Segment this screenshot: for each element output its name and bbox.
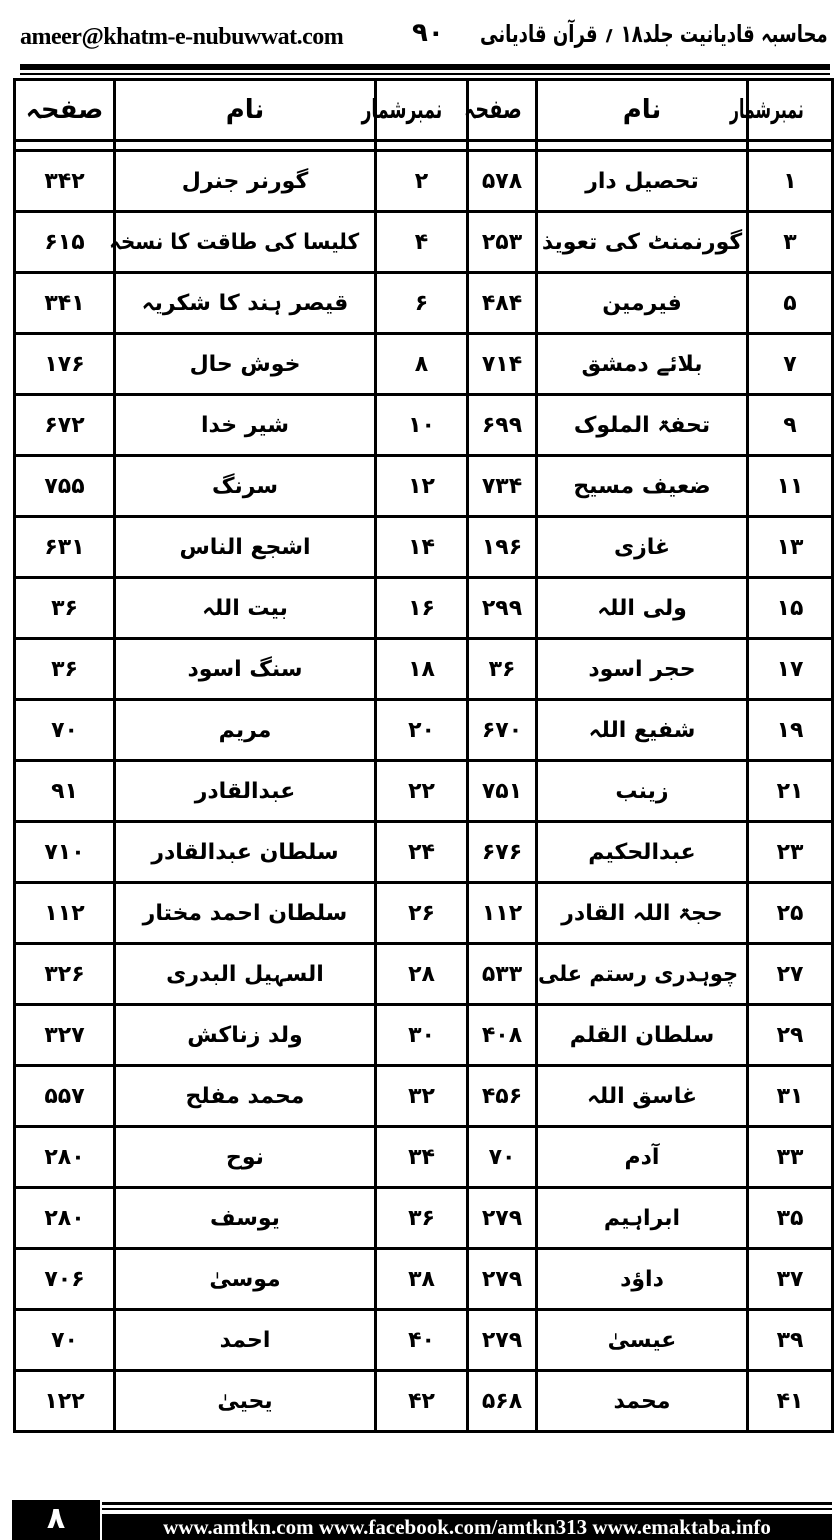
cell-name — [115, 1249, 376, 1310]
cell-name — [537, 883, 748, 944]
cell-serial-number — [376, 700, 468, 761]
cell-serial-number-text: ۱۱ — [776, 473, 804, 499]
cell-name-text: سنگ اسود — [187, 656, 303, 682]
cell-name-text: داؤد — [620, 1266, 664, 1292]
cell-page-number-text: ۳۶ — [488, 656, 516, 682]
cell-name-text: مریم — [218, 717, 272, 743]
cell-page-number-text: ۲۷۹ — [481, 1205, 523, 1231]
cell-serial-number-text: ۱ — [783, 168, 797, 194]
table-row — [15, 151, 833, 212]
cell-page-number — [15, 395, 115, 456]
cell-page-number-text: ۷۵۵ — [44, 473, 85, 499]
cell-page-number-text: ۵۵۷ — [44, 1083, 85, 1109]
cell-name — [537, 273, 748, 334]
cell-name — [537, 517, 748, 578]
header-name-label: نام — [225, 95, 265, 125]
cell-serial-number-text: ۱۵ — [776, 595, 804, 621]
cell-name-text: ابراہیم — [603, 1205, 681, 1231]
cell-page-number — [468, 334, 537, 395]
cell-serial-number-text: ۵ — [783, 290, 797, 316]
cell-serial-number — [376, 639, 468, 700]
cell-page-number-text: ۶۱۵ — [44, 229, 85, 255]
cell-serial-number — [376, 334, 468, 395]
cell-name-text: حجر اسود — [588, 656, 696, 682]
cell-page-number-text: ۵۳۳ — [481, 961, 523, 987]
cell-serial-number-text: ۱۶ — [408, 595, 435, 621]
cell-serial-number-text: ۱۹ — [776, 717, 804, 743]
cell-serial-number — [376, 1249, 468, 1310]
cell-serial-number-text: ۲ — [414, 168, 429, 194]
footer-links-bar — [102, 1514, 832, 1540]
cell-page-number-text: ۲۸۰ — [44, 1144, 85, 1170]
cell-name — [537, 639, 748, 700]
cell-serial-number — [748, 883, 833, 944]
cell-serial-number-text: ۲۰ — [408, 717, 435, 743]
cell-name-text: آدم — [624, 1144, 660, 1170]
table-row — [15, 334, 833, 395]
cell-page-number-text: ۱۷۶ — [44, 351, 85, 377]
cell-serial-number-text: ۴۲ — [408, 1388, 435, 1414]
table-row — [15, 761, 833, 822]
header-email: ameer@khatm-e-nubuwwat.com — [20, 24, 344, 50]
cell-page-number-text: ۶۷۶ — [481, 839, 523, 865]
cell-name-text: بلائے دمشق — [581, 351, 703, 377]
cell-name — [115, 761, 376, 822]
cell-name-text: گورنمنٹ کی تعویذ — [541, 229, 743, 255]
cell-page-number — [468, 151, 537, 212]
cell-page-number — [15, 151, 115, 212]
cell-page-number — [15, 1249, 115, 1310]
cell-serial-number-text: ۶ — [414, 290, 429, 316]
cell-page-number — [468, 761, 537, 822]
cell-name — [537, 395, 748, 456]
cell-serial-number-text: ۱۷ — [776, 656, 804, 682]
book-title-box — [478, 20, 828, 60]
cell-name-text: شیر خدا — [200, 412, 290, 438]
cell-serial-number — [748, 334, 833, 395]
cell-name — [537, 822, 748, 883]
table-row — [15, 700, 833, 761]
cell-name-text: حجۃ اللہ القادر — [561, 900, 723, 926]
cell-name — [115, 639, 376, 700]
cell-serial-number-text: ۴۱ — [776, 1388, 804, 1414]
table-row — [15, 578, 833, 639]
cell-page-number — [15, 883, 115, 944]
cell-page-number — [468, 1249, 537, 1310]
header-serial-label: نمبرشمار — [361, 95, 443, 125]
cell-serial-number-text: ۳۶ — [408, 1205, 435, 1231]
cell-name-text: سلطان احمد مختار — [142, 900, 348, 926]
cell-name-text: عبدالقادر — [194, 778, 296, 804]
cell-serial-number-text: ۳۲ — [408, 1083, 435, 1109]
cell-name — [115, 273, 376, 334]
cell-name-text: ضعیف مسیح — [573, 473, 711, 499]
header-rule-thin — [20, 73, 830, 75]
cell-serial-number — [376, 517, 468, 578]
cell-page-number-text: ۶۷۲ — [44, 412, 85, 438]
cell-name — [537, 151, 748, 212]
cell-page-number — [468, 883, 537, 944]
cell-name-text: کلیسا کی طاقت کا نسخہ — [108, 229, 359, 255]
cell-page-number — [468, 1005, 537, 1066]
cell-name-text: یحییٰ — [217, 1388, 273, 1414]
cell-page-number-text: ۳۲۶ — [44, 961, 85, 987]
cell-serial-number-text: ۳ — [783, 229, 797, 255]
cell-serial-number — [748, 1127, 833, 1188]
cell-page-number — [468, 273, 537, 334]
cell-page-number — [15, 1310, 115, 1371]
cell-page-number — [468, 700, 537, 761]
cell-page-number — [15, 1005, 115, 1066]
cell-page-number — [468, 944, 537, 1005]
cell-page-number-text: ۴۵۶ — [481, 1083, 523, 1109]
cell-serial-number — [748, 1005, 833, 1066]
footer-links: www.amtkn.com www.facebook.com/amtkn313 www.emaktaba.info — [163, 1515, 771, 1539]
cell-name — [537, 1066, 748, 1127]
cell-name-text: محمد — [613, 1388, 671, 1414]
cell-page-number-text: ۱۱۲ — [481, 900, 523, 926]
cell-name — [537, 944, 748, 1005]
cell-serial-number — [748, 517, 833, 578]
cell-name-text: غاسق اللہ — [586, 1083, 698, 1109]
cell-page-number-text: ۴۸۴ — [481, 290, 523, 316]
cell-serial-number-text: ۴۰ — [408, 1327, 435, 1353]
cell-name — [115, 944, 376, 1005]
cell-serial-number — [376, 578, 468, 639]
cell-page-number-text: ۴۰۸ — [481, 1022, 523, 1048]
cell-serial-number — [748, 1371, 833, 1432]
cell-name — [537, 1127, 748, 1188]
cell-name-text: احمد — [219, 1327, 271, 1353]
cell-name — [537, 1249, 748, 1310]
header-page-label: صفحہ — [25, 95, 104, 125]
cell-serial-number — [748, 822, 833, 883]
cell-name — [115, 1188, 376, 1249]
cell-serial-number — [748, 212, 833, 273]
cell-page-number — [15, 273, 115, 334]
table-row — [15, 1371, 833, 1432]
cell-serial-number — [376, 151, 468, 212]
cell-serial-number — [376, 273, 468, 334]
cell-serial-number-text: ۲۵ — [776, 900, 804, 926]
cell-name — [115, 822, 376, 883]
header-page — [464, 80, 537, 141]
cell-name — [115, 1310, 376, 1371]
cell-serial-number-text: ۲۱ — [776, 778, 804, 804]
cell-page-number-text: ۶۷۰ — [481, 717, 523, 743]
cell-serial-number — [376, 1188, 468, 1249]
cell-name-text: زینب — [615, 778, 669, 804]
cell-page-number-text: ۷۱۴ — [481, 351, 523, 377]
cell-page-number — [468, 395, 537, 456]
page-number: ۹۰ — [412, 18, 444, 48]
cell-page-number — [468, 456, 537, 517]
cell-name-text: تحصیل دار — [585, 168, 699, 194]
cell-page-number — [15, 334, 115, 395]
table-row — [15, 1188, 833, 1249]
cell-serial-number — [376, 395, 468, 456]
cell-serial-number-text: ۳۰ — [408, 1022, 435, 1048]
cell-serial-number — [376, 1371, 468, 1432]
cell-serial-number-text: ۲۶ — [408, 900, 435, 926]
cell-page-number — [468, 1127, 537, 1188]
cell-page-number — [15, 1066, 115, 1127]
cell-name-text: قیصر ہند کا شکریہ — [141, 290, 349, 316]
page-header — [12, 10, 828, 60]
cell-serial-number-text: ۱۸ — [408, 656, 435, 682]
cell-name-text: فیرمین — [602, 290, 682, 316]
cell-name-text: عبدالحکیم — [588, 839, 696, 865]
cell-serial-number — [376, 822, 468, 883]
cell-name — [537, 456, 748, 517]
cell-name — [537, 1005, 748, 1066]
cell-page-number — [15, 822, 115, 883]
cell-name-text: یوسف — [210, 1205, 280, 1231]
cell-serial-number — [376, 1005, 468, 1066]
cell-page-number — [15, 761, 115, 822]
header-spacer-row — [15, 141, 833, 151]
cell-name — [537, 334, 748, 395]
cell-page-number — [468, 639, 537, 700]
cell-name — [115, 1066, 376, 1127]
cell-serial-number — [748, 639, 833, 700]
cell-name-text: شفیع اللہ — [588, 717, 696, 743]
cell-name-text: نوح — [226, 1144, 264, 1170]
cell-name-text: ولی اللہ — [597, 595, 687, 621]
cell-page-number — [15, 517, 115, 578]
cell-serial-number — [748, 456, 833, 517]
cell-serial-number-text: ۱۰ — [408, 412, 435, 438]
cell-name — [115, 334, 376, 395]
cell-serial-number — [748, 761, 833, 822]
table-row — [15, 944, 833, 1005]
cell-name — [537, 212, 748, 273]
cell-page-number-text: ۶۳۱ — [44, 534, 85, 560]
cell-serial-number-text: ۳۵ — [776, 1205, 804, 1231]
cell-serial-number-text: ۲۲ — [408, 778, 435, 804]
cell-page-number-text: ۷۳۴ — [481, 473, 523, 499]
table-row — [15, 883, 833, 944]
cell-serial-number — [748, 578, 833, 639]
header-name-label: نام — [622, 95, 662, 125]
cell-page-number-text: ۷۱۰ — [44, 839, 85, 865]
cell-page-number — [15, 1127, 115, 1188]
cell-page-number — [468, 1188, 537, 1249]
cell-page-number-text: ۷۵۱ — [481, 778, 523, 804]
names-index-table — [13, 78, 834, 1433]
cell-serial-number-text: ۳۱ — [776, 1083, 804, 1109]
header-page — [15, 80, 115, 141]
table-row — [15, 395, 833, 456]
cell-serial-number-text: ۳۳ — [776, 1144, 804, 1170]
cell-page-number-text: ۳۲۷ — [44, 1022, 85, 1048]
cell-name-text: بیت اللہ — [202, 595, 288, 621]
cell-page-number-text: ۱۹۶ — [481, 534, 523, 560]
cell-page-number — [468, 1371, 537, 1432]
cell-serial-number-text: ۲۳ — [776, 839, 804, 865]
cell-page-number — [468, 1310, 537, 1371]
cell-page-number — [468, 822, 537, 883]
cell-page-number-text: ۱۱۲ — [44, 900, 85, 926]
cell-serial-number — [376, 761, 468, 822]
cell-serial-number-text: ۴ — [414, 229, 429, 255]
cell-serial-number — [748, 1188, 833, 1249]
cell-name — [115, 1005, 376, 1066]
cell-page-number — [15, 639, 115, 700]
table-row — [15, 273, 833, 334]
cell-name — [115, 395, 376, 456]
cell-serial-number — [376, 944, 468, 1005]
cell-page-number-text: ۷۰ — [51, 1327, 78, 1353]
cell-serial-number — [376, 1310, 468, 1371]
cell-name-text: محمد مفلح — [185, 1083, 305, 1109]
footer-rule — [102, 1502, 832, 1505]
cell-page-number — [15, 700, 115, 761]
cell-serial-number — [376, 456, 468, 517]
cell-page-number-text: ۲۹۹ — [481, 595, 523, 621]
cell-page-number-text: ۷۰ — [488, 1144, 516, 1170]
cell-serial-number-text: ۷ — [783, 351, 797, 377]
cell-name — [115, 456, 376, 517]
cell-serial-number-text: ۳۴ — [408, 1144, 435, 1170]
cell-name — [115, 700, 376, 761]
cell-name — [537, 578, 748, 639]
cell-serial-number-text: ۲۸ — [408, 961, 435, 987]
table-row — [15, 1310, 833, 1371]
cell-name-text: سرنگ — [211, 473, 279, 499]
cell-serial-number-text: ۳۸ — [408, 1266, 435, 1292]
cell-serial-number-text: ۳۹ — [776, 1327, 804, 1353]
cell-serial-number-text: ۱۴ — [408, 534, 435, 560]
header-rule-thick — [20, 64, 830, 70]
cell-page-number-text: ۲۷۹ — [481, 1266, 523, 1292]
cell-page-number-text: ۳۶ — [51, 595, 78, 621]
cell-page-number-text: ۲۵۳ — [481, 229, 523, 255]
cell-name-text: السہیل البدری — [166, 961, 324, 987]
header-serial — [730, 80, 833, 141]
cell-page-number-text: ۳۶ — [51, 656, 78, 682]
cell-name — [537, 700, 748, 761]
cell-serial-number — [748, 1249, 833, 1310]
cell-name-text: چوہدری رستم علی — [537, 961, 738, 987]
cell-serial-number-text: ۲۷ — [776, 961, 804, 987]
cell-serial-number — [376, 1066, 468, 1127]
table-row — [15, 456, 833, 517]
cell-serial-number — [748, 395, 833, 456]
cell-serial-number-text: ۱۲ — [408, 473, 435, 499]
cell-name-text: سلطان عبدالقادر — [151, 839, 339, 865]
cell-page-number — [15, 944, 115, 1005]
table-row — [15, 1249, 833, 1310]
cell-serial-number-text: ۹ — [783, 412, 797, 438]
cell-name-text: ولد زناکش — [187, 1022, 303, 1048]
table-row — [15, 517, 833, 578]
cell-name-text: موسیٰ — [209, 1266, 281, 1292]
cell-page-number — [15, 578, 115, 639]
cell-name — [537, 1310, 748, 1371]
table-row — [15, 822, 833, 883]
header-page-label: صفحہ — [464, 95, 523, 125]
cell-page-number — [468, 212, 537, 273]
cell-serial-number — [376, 1127, 468, 1188]
cell-page-number — [15, 1371, 115, 1432]
cell-name — [108, 212, 376, 273]
table-header-row — [15, 80, 833, 141]
cell-name — [115, 1371, 376, 1432]
cell-name-text: عیسیٰ — [607, 1327, 677, 1353]
cell-serial-number — [748, 273, 833, 334]
cell-page-number-text: ۳۴۲ — [44, 168, 85, 194]
cell-name-text: تحفۃ الملوک — [573, 412, 711, 438]
cell-serial-number-text: ۸ — [414, 351, 429, 377]
cell-serial-number — [748, 1066, 833, 1127]
cell-name-text: گورنر جنرل — [181, 168, 309, 194]
cell-name — [115, 517, 376, 578]
cell-serial-number — [748, 1310, 833, 1371]
header-serial-label: نمبرشمار — [730, 95, 805, 125]
cell-name — [115, 151, 376, 212]
cell-name-text: اشجع الناس — [179, 534, 311, 560]
table-row — [15, 212, 833, 273]
cell-name — [537, 761, 748, 822]
cell-page-number — [468, 578, 537, 639]
cell-page-number-text: ۵۶۸ — [481, 1388, 523, 1414]
footer-rule — [102, 1508, 832, 1510]
cell-serial-number — [376, 883, 468, 944]
cell-page-number-text: ۷۰ — [51, 717, 78, 743]
cell-serial-number-text: ۱۳ — [776, 534, 804, 560]
cell-name — [537, 1371, 748, 1432]
header-name — [115, 80, 376, 141]
cell-page-number-text: ۲۸۰ — [44, 1205, 85, 1231]
cell-page-number-text: ۲۷۹ — [481, 1327, 523, 1353]
book-title: محاسبہ قادیانیت جلد۱۸ ؍ قرآن قادیانی — [480, 20, 828, 48]
cell-page-number — [15, 456, 115, 517]
cell-name — [537, 1188, 748, 1249]
cell-page-number — [468, 517, 537, 578]
table-row — [15, 1005, 833, 1066]
cell-page-number-text: ۶۹۹ — [481, 412, 523, 438]
cell-name-text: خوش حال — [189, 351, 301, 377]
table-row — [15, 1127, 833, 1188]
cell-page-number-text: ۹۱ — [51, 778, 78, 804]
table-row — [15, 639, 833, 700]
cell-page-number-text: ۵۷۸ — [481, 168, 523, 194]
cell-serial-number — [748, 151, 833, 212]
cell-serial-number-text: ۳۷ — [776, 1266, 804, 1292]
cell-name — [115, 1127, 376, 1188]
cell-name-text: سلطان القلم — [569, 1022, 715, 1048]
cell-serial-number-text: ۲۴ — [408, 839, 435, 865]
cell-page-number-text: ۱۲۲ — [44, 1388, 85, 1414]
cell-page-number-text: ۷۰۶ — [44, 1266, 85, 1292]
cell-name-text: غازی — [613, 534, 671, 560]
cell-serial-number-text: ۲۹ — [776, 1022, 804, 1048]
cell-name — [115, 883, 376, 944]
table-body — [15, 151, 833, 1432]
cell-serial-number — [748, 944, 833, 1005]
table-row — [15, 1066, 833, 1127]
cell-page-number — [15, 1188, 115, 1249]
cell-page-number — [468, 1066, 537, 1127]
cell-page-number-text: ۳۴۱ — [44, 290, 85, 316]
cell-serial-number — [376, 212, 468, 273]
footer-page-marker: ۸ — [12, 1500, 100, 1540]
cell-serial-number — [748, 700, 833, 761]
cell-name — [115, 578, 376, 639]
